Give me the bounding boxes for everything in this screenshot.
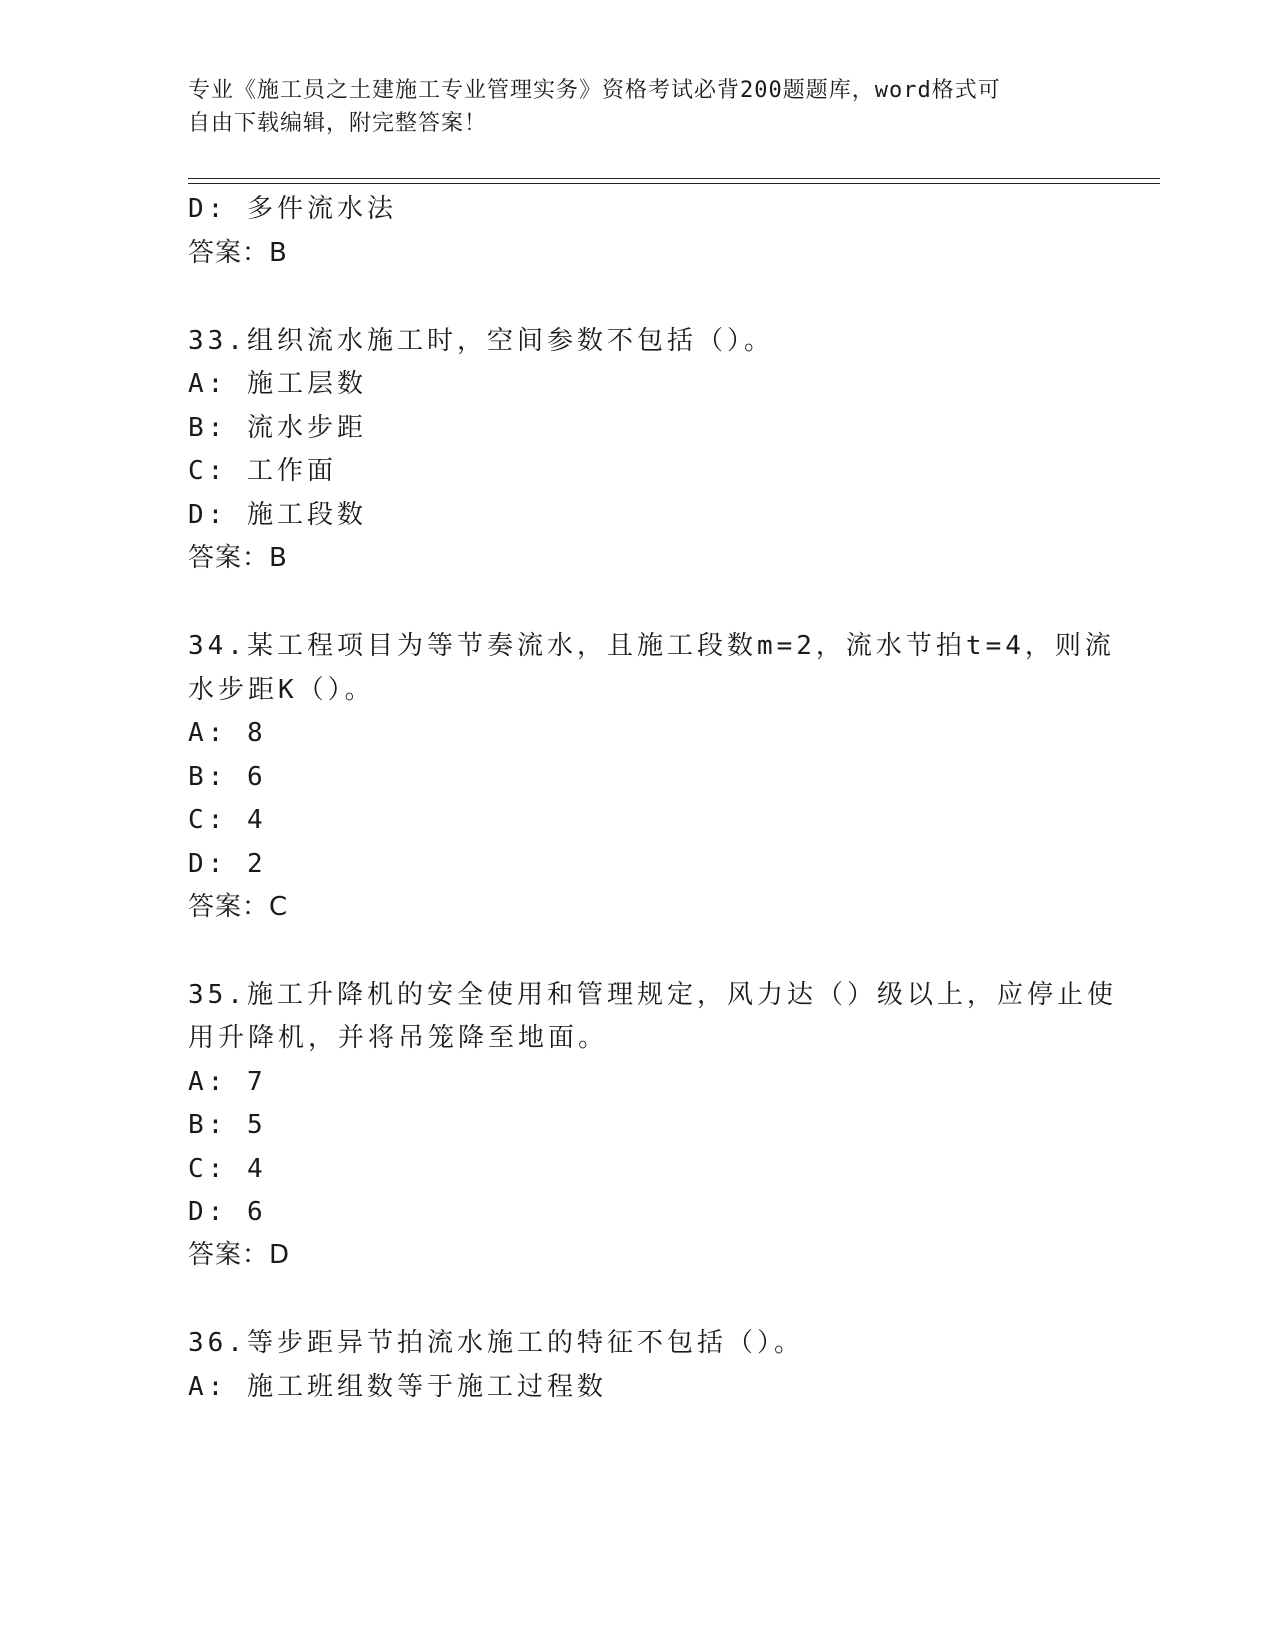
q34-stem-line-2: 水步距K（）。 <box>188 675 375 705</box>
header-title-line-2: 自由下载编辑，附完整答案！ <box>188 111 488 136</box>
q35-option-a: A: 7 <box>188 1067 267 1097</box>
q34-stem-line-1: 34.某工程项目为等节奏流水，且施工段数m=2，流水节拍t=4，则流 <box>188 631 1115 661</box>
document-header <box>188 74 1088 140</box>
prev-answer: 答案：B <box>188 238 288 268</box>
prev-option-d: D: 多件流水法 <box>188 194 397 224</box>
q34-option-d: D: 2 <box>188 849 267 879</box>
q36-option-a: A: 施工班组数等于施工过程数 <box>188 1372 607 1402</box>
q33-option-b: B: 流水步距 <box>188 413 367 443</box>
q33-option-c: C: 工作面 <box>188 456 337 486</box>
q35-answer: 答案：D <box>188 1240 291 1270</box>
q33-answer: 答案：B <box>188 543 288 573</box>
header-divider-bottom <box>188 183 1160 184</box>
q35-option-b: B: 5 <box>188 1110 267 1140</box>
q33-option-a: A: 施工层数 <box>188 369 367 399</box>
q34-option-b: B: 6 <box>188 762 267 792</box>
q34-answer: 答案：C <box>188 892 289 922</box>
q34-option-c: C: 4 <box>188 805 267 835</box>
q35-stem-line-2: 用升降机，并将吊笼降至地面。 <box>188 1023 609 1053</box>
q36-stem: 36.等步距异节拍流水施工的特征不包括（）。 <box>188 1328 804 1358</box>
q33-stem: 33.组织流水施工时，空间参数不包括（）。 <box>188 326 774 356</box>
q35-stem-line-1: 35.施工升降机的安全使用和管理规定，风力达（）级以上，应停止使 <box>188 980 1117 1010</box>
q35-option-c: C: 4 <box>188 1154 267 1184</box>
header-divider-top <box>188 178 1160 179</box>
header-title-line-1: 专业《施工员之土建施工专业管理实务》资格考试必背200题题库，word格式可 <box>188 78 1001 103</box>
q34-option-a: A: 8 <box>188 718 267 748</box>
q35-option-d: D: 6 <box>188 1197 267 1227</box>
q33-option-d: D: 施工段数 <box>188 500 367 530</box>
